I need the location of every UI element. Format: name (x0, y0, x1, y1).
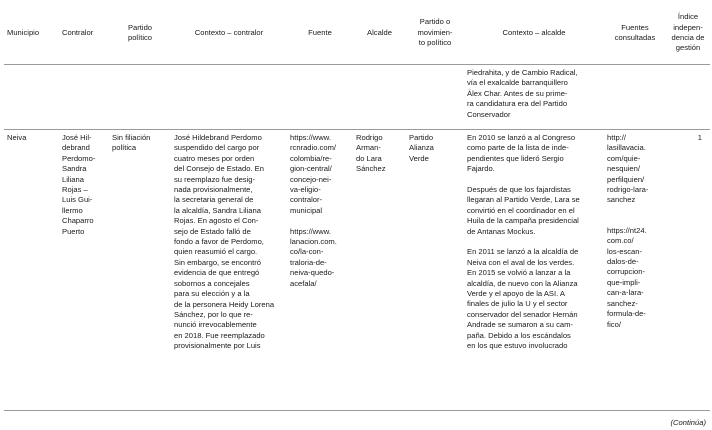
table-bottom-rule (4, 410, 710, 411)
cell-alcalde: Rodrigo Arman- do Lara Sánchez (356, 133, 386, 174)
header-indice: Índice indepen- dencia de gestión (666, 2, 710, 65)
cell-contexto-alcalde-2: Después de que los fajardistas llegaran al Partido Verde, Lara se convirtió en el coordinador en el Huila de la campaña presidencial de Antanas Mockus. (467, 185, 580, 236)
contexto-alcalde-continued: Piedrahita, y de Cambio Radical, vía el exalcalde barranquillero Álex Char. Antes de su prime- ra candidatura era del Partido Conservador (467, 68, 578, 119)
header-fuentes-consultadas: Fuentes consultadas (604, 2, 666, 65)
header-contexto-contralor: Contexto – contralor (171, 2, 287, 65)
header-row (4, 2, 710, 65)
header-municipio: Municipio (4, 2, 59, 65)
cell-contralor: José Hil- debrand Perdomo- Sandra Liliana Rojas – Luis Gui- llermo Chaparro Puerto (62, 133, 96, 236)
table-row-neiva (4, 130, 710, 411)
continued-note: (Continúa) (670, 418, 706, 427)
header-fuente: Fuente (287, 2, 353, 65)
table-row-continued (4, 65, 710, 130)
cell-fuente-link-2[interactable]: https://www. lanacion.com. co/la-con- traloria-de- neiva-quedo- acefala/ (290, 226, 337, 288)
cell-fuentes-consultadas-link-2[interactable]: https://nt24. com.co/ los-escan- dalos-de- corrupcion- que-impli- can-a-lara- sanchez- formula-de- fico/ (607, 225, 647, 329)
cell-contexto-alcalde-1: En 2010 se lanzó a al Congreso como parte de la lista de inde- pendientes que lideró Sergio Fajardo. (467, 133, 576, 174)
cell-contexto-contralor: José Hildebrand Perdomo suspendido del cargo por cuatro meses por orden del Consejo de Estado. En su reemplazo fue desig- nada provisionalmente, la secretaria general de la alcaldía, Sandra Liliana Rojas. En agosto el Con- sejo de Estado falló de fondo a favor de Perdomo, quien reasumió el cargo. Sin embargo, se encontró evidencia de que entregó sobornos a concejales para su elección y a la de la personera Heidy Lorena Sánchez, por lo que re- nunció irrevocablemente en 2018. Fue reemplazado provisionalmente por Luis (174, 133, 275, 351)
header-partido-movimiento: Partido o movimien- to político (406, 2, 464, 65)
cell-contexto-alcalde-3: En 2011 se lanzó a la alcaldía de Neiva con el aval de los verdes. En 2015 se volvió a lanzar a la alcaldía, de nuevo con la Alianza Verde y el apoyo de la ASI. A finales de julio la U y el sector conservador del senador Hernán Andrade se sumaron a su cam- paña. Debido a los escándalos en los que estuvo involucrado (467, 247, 579, 351)
cell-municipio: Neiva (7, 133, 27, 142)
header-partido: Partido político (109, 2, 171, 65)
cell-indice: 1 (697, 133, 702, 142)
cell-fuente-link-1[interactable]: https://www. rcnradio.com/ colombia/re- gion-central/ concejo-nei- va-eligio- contralor- municipal (290, 133, 337, 215)
header-contralor: Contralor (59, 2, 109, 65)
cell-partido-movimiento: Partido Alianza Verde (409, 133, 434, 163)
data-table (4, 2, 710, 410)
cell-partido: Sin filiación política (112, 133, 151, 153)
header-alcalde: Alcalde (353, 2, 406, 65)
cell-fuentes-consultadas-link-1[interactable]: http:// lasillavacia. com/quie- nesquien/ perfilquien/ rodrigo-lara- sanchez (607, 133, 649, 205)
header-contexto-alcalde: Contexto – alcalde (464, 2, 604, 65)
